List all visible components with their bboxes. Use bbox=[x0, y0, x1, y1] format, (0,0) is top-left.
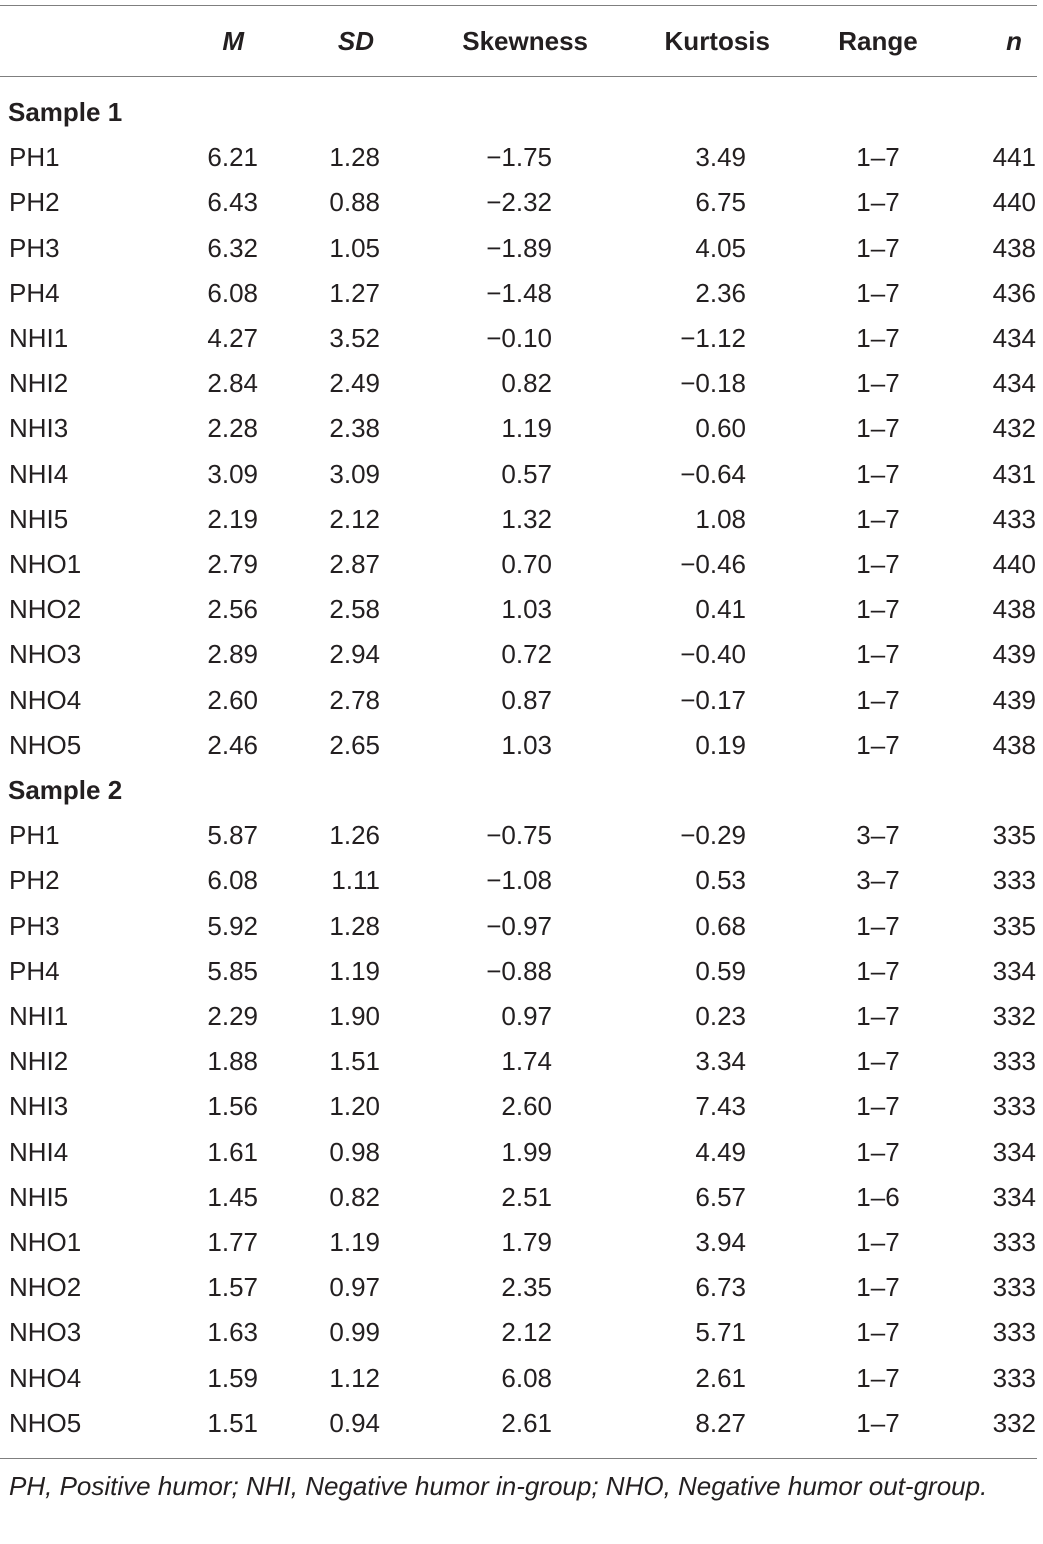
row-label: NHO5 bbox=[9, 729, 82, 760]
skewness-value: 0.82 bbox=[501, 368, 552, 399]
range-value: 1–7 bbox=[856, 458, 900, 489]
sd-value: 1.11 bbox=[331, 865, 380, 896]
row-label: NHI1 bbox=[9, 323, 69, 353]
range-value: 3–7 bbox=[856, 865, 900, 896]
range-value: 1–7 bbox=[856, 1362, 900, 1393]
n-value: 332 bbox=[992, 1407, 1036, 1438]
skewness-value: 0.57 bbox=[501, 458, 552, 489]
n-value: 332 bbox=[992, 1001, 1036, 1031]
range-value: 1–7 bbox=[856, 232, 900, 263]
n-value: 433 bbox=[992, 503, 1036, 534]
range-value: 1–7 bbox=[856, 639, 900, 670]
m-value: 5.92 bbox=[207, 910, 258, 941]
m-value: 6.43 bbox=[207, 187, 258, 218]
n-value: 334 bbox=[992, 1181, 1036, 1212]
n-value: 334 bbox=[992, 955, 1036, 986]
range-value: 3–7 bbox=[856, 820, 900, 851]
kurtosis-value: 6.73 bbox=[695, 1272, 746, 1303]
section-title: Sample 2 bbox=[8, 775, 123, 805]
row-label: NHI1 bbox=[9, 1001, 69, 1031]
sd-value: 1.51 bbox=[329, 1046, 380, 1077]
sd-value: 1.26 bbox=[329, 820, 380, 851]
top-rule bbox=[0, 5, 1037, 6]
range-value: 1–7 bbox=[856, 1227, 900, 1257]
sd-value: 1.19 bbox=[329, 955, 380, 986]
skewness-value: 0.70 bbox=[501, 549, 552, 579]
n-value: 333 bbox=[992, 1317, 1036, 1348]
skewness-value: −1.89 bbox=[486, 232, 552, 263]
kurtosis-value: −0.17 bbox=[680, 684, 746, 715]
kurtosis-value: 0.53 bbox=[695, 865, 746, 896]
row-label: PH4 bbox=[9, 277, 60, 308]
skewness-value: 1.32 bbox=[501, 503, 552, 534]
m-value: 1.88 bbox=[207, 1046, 258, 1077]
range-value: 1–7 bbox=[856, 1091, 900, 1122]
range-value: 1–7 bbox=[856, 594, 900, 625]
n-value: 333 bbox=[992, 1046, 1036, 1077]
sd-value: 2.12 bbox=[329, 503, 380, 534]
sd-value: 2.94 bbox=[329, 639, 380, 670]
row-label: NHI3 bbox=[9, 413, 69, 444]
sd-value: 2.58 bbox=[329, 594, 380, 625]
n-value: 333 bbox=[992, 1362, 1036, 1393]
n-value: 438 bbox=[992, 232, 1036, 263]
row-label: NHO3 bbox=[9, 1317, 82, 1348]
skewness-value: 6.08 bbox=[501, 1362, 552, 1393]
sd-value: 1.05 bbox=[329, 232, 380, 263]
m-value: 1.59 bbox=[207, 1362, 258, 1393]
header-sd: SD bbox=[337, 26, 374, 56]
n-value: 434 bbox=[992, 323, 1036, 353]
range-value: 1–7 bbox=[856, 1001, 900, 1031]
sd-value: 3.09 bbox=[329, 458, 380, 489]
kurtosis-value: 5.71 bbox=[695, 1317, 746, 1348]
row-label: NHO4 bbox=[9, 684, 82, 715]
skewness-value: 2.35 bbox=[501, 1272, 552, 1303]
m-value: 5.85 bbox=[207, 955, 258, 986]
row-label: NHO2 bbox=[9, 1272, 82, 1303]
row-label: NHI4 bbox=[9, 1136, 69, 1167]
row-label: NHO1 bbox=[9, 549, 82, 579]
kurtosis-value: 3.94 bbox=[695, 1227, 746, 1257]
m-value: 2.60 bbox=[207, 684, 258, 715]
n-value: 333 bbox=[992, 865, 1036, 896]
range-value: 1–7 bbox=[856, 549, 900, 579]
kurtosis-value: 0.19 bbox=[695, 729, 746, 760]
range-value: 1–7 bbox=[856, 1046, 900, 1077]
skewness-value: 0.72 bbox=[501, 639, 552, 670]
row-label: NHO5 bbox=[9, 1407, 82, 1438]
m-value: 3.09 bbox=[207, 458, 258, 489]
row-label: NHI2 bbox=[9, 1046, 69, 1077]
kurtosis-value: 0.68 bbox=[695, 910, 746, 941]
kurtosis-value: 0.60 bbox=[695, 413, 746, 444]
range-value: 1–7 bbox=[856, 323, 900, 353]
range-value: 1–7 bbox=[856, 684, 900, 715]
row-label: NHI2 bbox=[9, 368, 69, 399]
sd-value: 1.12 bbox=[329, 1362, 380, 1393]
n-value: 439 bbox=[992, 684, 1036, 715]
sd-value: 1.28 bbox=[329, 910, 380, 941]
row-label: NHI4 bbox=[9, 458, 69, 489]
sd-value: 0.99 bbox=[329, 1317, 380, 1348]
m-value: 1.56 bbox=[207, 1091, 258, 1122]
range-value: 1–7 bbox=[856, 955, 900, 986]
m-value: 6.08 bbox=[207, 865, 258, 896]
row-label: PH3 bbox=[9, 232, 60, 263]
kurtosis-value: 3.49 bbox=[695, 142, 746, 173]
kurtosis-value: 1.08 bbox=[695, 503, 746, 534]
skewness-value: −1.75 bbox=[486, 142, 552, 173]
kurtosis-value: 0.41 bbox=[695, 594, 746, 625]
range-value: 1–7 bbox=[856, 1317, 900, 1348]
sd-value: 3.52 bbox=[329, 323, 380, 353]
m-value: 1.61 bbox=[207, 1136, 258, 1167]
skewness-value: 1.74 bbox=[501, 1046, 552, 1077]
sd-value: 2.49 bbox=[329, 368, 380, 399]
skewness-value: 2.60 bbox=[501, 1091, 552, 1122]
sd-value: 1.28 bbox=[329, 142, 380, 173]
skewness-value: −2.32 bbox=[486, 187, 552, 218]
m-value: 2.79 bbox=[207, 549, 258, 579]
row-label: NHO2 bbox=[9, 594, 82, 625]
m-value: 1.63 bbox=[207, 1317, 258, 1348]
skewness-value: 1.03 bbox=[501, 594, 552, 625]
range-value: 1–7 bbox=[856, 368, 900, 399]
section-title: Sample 1 bbox=[8, 97, 123, 127]
n-value: 431 bbox=[992, 458, 1036, 489]
header-n: n bbox=[1006, 26, 1022, 56]
m-value: 6.32 bbox=[207, 232, 258, 263]
n-value: 333 bbox=[992, 1227, 1036, 1257]
kurtosis-value: 8.27 bbox=[695, 1407, 746, 1438]
row-label: NHI3 bbox=[9, 1091, 69, 1122]
range-value: 1–7 bbox=[856, 413, 900, 444]
sd-value: 2.65 bbox=[329, 729, 380, 760]
n-value: 335 bbox=[992, 910, 1036, 941]
n-value: 441 bbox=[992, 142, 1036, 173]
skewness-value: −0.88 bbox=[486, 955, 552, 986]
m-value: 4.27 bbox=[207, 323, 258, 353]
kurtosis-value: 2.36 bbox=[695, 277, 746, 308]
skewness-value: 1.03 bbox=[501, 729, 552, 760]
row-label: NHO3 bbox=[9, 639, 82, 670]
sd-value: 1.19 bbox=[329, 1227, 380, 1257]
range-value: 1–7 bbox=[856, 1136, 900, 1167]
kurtosis-value: 2.61 bbox=[695, 1362, 746, 1393]
m-value: 6.08 bbox=[207, 277, 258, 308]
n-value: 440 bbox=[992, 187, 1036, 218]
table-footnote: PH, Positive humor; NHI, Negative humor in-group; NHO, Negative humor out-group. bbox=[9, 1471, 988, 1501]
range-value: 1–7 bbox=[856, 1272, 900, 1303]
skewness-value: 0.87 bbox=[501, 684, 552, 715]
header-m: M bbox=[222, 26, 244, 56]
m-value: 2.56 bbox=[207, 594, 258, 625]
n-value: 434 bbox=[992, 368, 1036, 399]
n-value: 438 bbox=[992, 729, 1036, 760]
sd-value: 2.87 bbox=[329, 549, 380, 579]
m-value: 2.28 bbox=[207, 413, 258, 444]
skewness-value: −0.75 bbox=[486, 820, 552, 851]
row-label: PH1 bbox=[9, 820, 60, 851]
kurtosis-value: −0.46 bbox=[680, 549, 746, 579]
n-value: 333 bbox=[992, 1272, 1036, 1303]
kurtosis-value: 0.23 bbox=[695, 1001, 746, 1031]
skewness-value: 2.51 bbox=[501, 1181, 552, 1212]
m-value: 6.21 bbox=[207, 142, 258, 173]
skewness-value: 1.19 bbox=[501, 413, 552, 444]
m-value: 2.19 bbox=[207, 503, 258, 534]
row-label: PH3 bbox=[9, 910, 60, 941]
row-label: PH2 bbox=[9, 865, 60, 896]
kurtosis-value: 0.59 bbox=[695, 955, 746, 986]
n-value: 334 bbox=[992, 1136, 1036, 1167]
kurtosis-value: −0.18 bbox=[680, 368, 746, 399]
kurtosis-value: 6.57 bbox=[695, 1181, 746, 1212]
kurtosis-value: −1.12 bbox=[680, 323, 746, 353]
range-value: 1–7 bbox=[856, 187, 900, 218]
kurtosis-value: 3.34 bbox=[695, 1046, 746, 1077]
m-value: 2.84 bbox=[207, 368, 258, 399]
range-value: 1–7 bbox=[856, 503, 900, 534]
sd-value: 0.88 bbox=[329, 187, 380, 218]
m-value: 1.57 bbox=[207, 1272, 258, 1303]
m-value: 2.29 bbox=[207, 1001, 258, 1031]
header-skewness: Skewness bbox=[462, 26, 588, 56]
row-label: NHI5 bbox=[9, 503, 69, 534]
row-label: NHO1 bbox=[9, 1227, 82, 1257]
m-value: 1.45 bbox=[207, 1181, 258, 1212]
skewness-value: 2.12 bbox=[501, 1317, 552, 1348]
range-value: 1–6 bbox=[856, 1181, 900, 1212]
kurtosis-value: 4.49 bbox=[695, 1136, 746, 1167]
sd-value: 2.38 bbox=[329, 413, 380, 444]
kurtosis-value: 7.43 bbox=[695, 1091, 746, 1122]
sd-value: 1.20 bbox=[329, 1091, 380, 1122]
range-value: 1–7 bbox=[856, 142, 900, 173]
kurtosis-value: −0.29 bbox=[680, 820, 746, 851]
kurtosis-value: −0.64 bbox=[680, 458, 746, 489]
bottom-rule bbox=[0, 1458, 1037, 1459]
skewness-value: 2.61 bbox=[501, 1407, 552, 1438]
header-kurtosis: Kurtosis bbox=[664, 26, 770, 56]
row-label: NHO4 bbox=[9, 1362, 82, 1393]
skewness-value: −0.10 bbox=[486, 323, 552, 353]
kurtosis-value: 6.75 bbox=[695, 187, 746, 218]
sd-value: 0.98 bbox=[329, 1136, 380, 1167]
n-value: 333 bbox=[992, 1091, 1036, 1122]
header-rule bbox=[0, 76, 1037, 77]
row-label: PH2 bbox=[9, 187, 60, 218]
skewness-value: −0.97 bbox=[486, 910, 552, 941]
sd-value: 0.82 bbox=[329, 1181, 380, 1212]
n-value: 440 bbox=[992, 549, 1036, 579]
m-value: 1.51 bbox=[207, 1407, 258, 1438]
range-value: 1–7 bbox=[856, 910, 900, 941]
row-label: NHI5 bbox=[9, 1181, 69, 1212]
range-value: 1–7 bbox=[856, 277, 900, 308]
header-range: Range bbox=[838, 26, 918, 56]
m-value: 2.89 bbox=[207, 639, 258, 670]
range-value: 1–7 bbox=[856, 729, 900, 760]
sd-value: 0.97 bbox=[329, 1272, 380, 1303]
n-value: 436 bbox=[992, 277, 1036, 308]
m-value: 1.77 bbox=[207, 1227, 258, 1257]
n-value: 432 bbox=[992, 413, 1036, 444]
sd-value: 0.94 bbox=[329, 1407, 380, 1438]
m-value: 5.87 bbox=[207, 820, 258, 851]
skewness-value: −1.08 bbox=[486, 865, 552, 896]
n-value: 438 bbox=[992, 594, 1036, 625]
n-value: 335 bbox=[992, 820, 1036, 851]
sd-value: 1.27 bbox=[329, 277, 380, 308]
sd-value: 1.90 bbox=[329, 1001, 380, 1031]
row-label: PH4 bbox=[9, 955, 60, 986]
skewness-value: 0.97 bbox=[501, 1001, 552, 1031]
skewness-value: 1.99 bbox=[501, 1136, 552, 1167]
m-value: 2.46 bbox=[207, 729, 258, 760]
kurtosis-value: −0.40 bbox=[680, 639, 746, 670]
row-label: PH1 bbox=[9, 142, 60, 173]
skewness-value: 1.79 bbox=[501, 1227, 552, 1257]
n-value: 439 bbox=[992, 639, 1036, 670]
kurtosis-value: 4.05 bbox=[695, 232, 746, 263]
skewness-value: −1.48 bbox=[486, 277, 552, 308]
sd-value: 2.78 bbox=[329, 684, 380, 715]
range-value: 1–7 bbox=[856, 1407, 900, 1438]
